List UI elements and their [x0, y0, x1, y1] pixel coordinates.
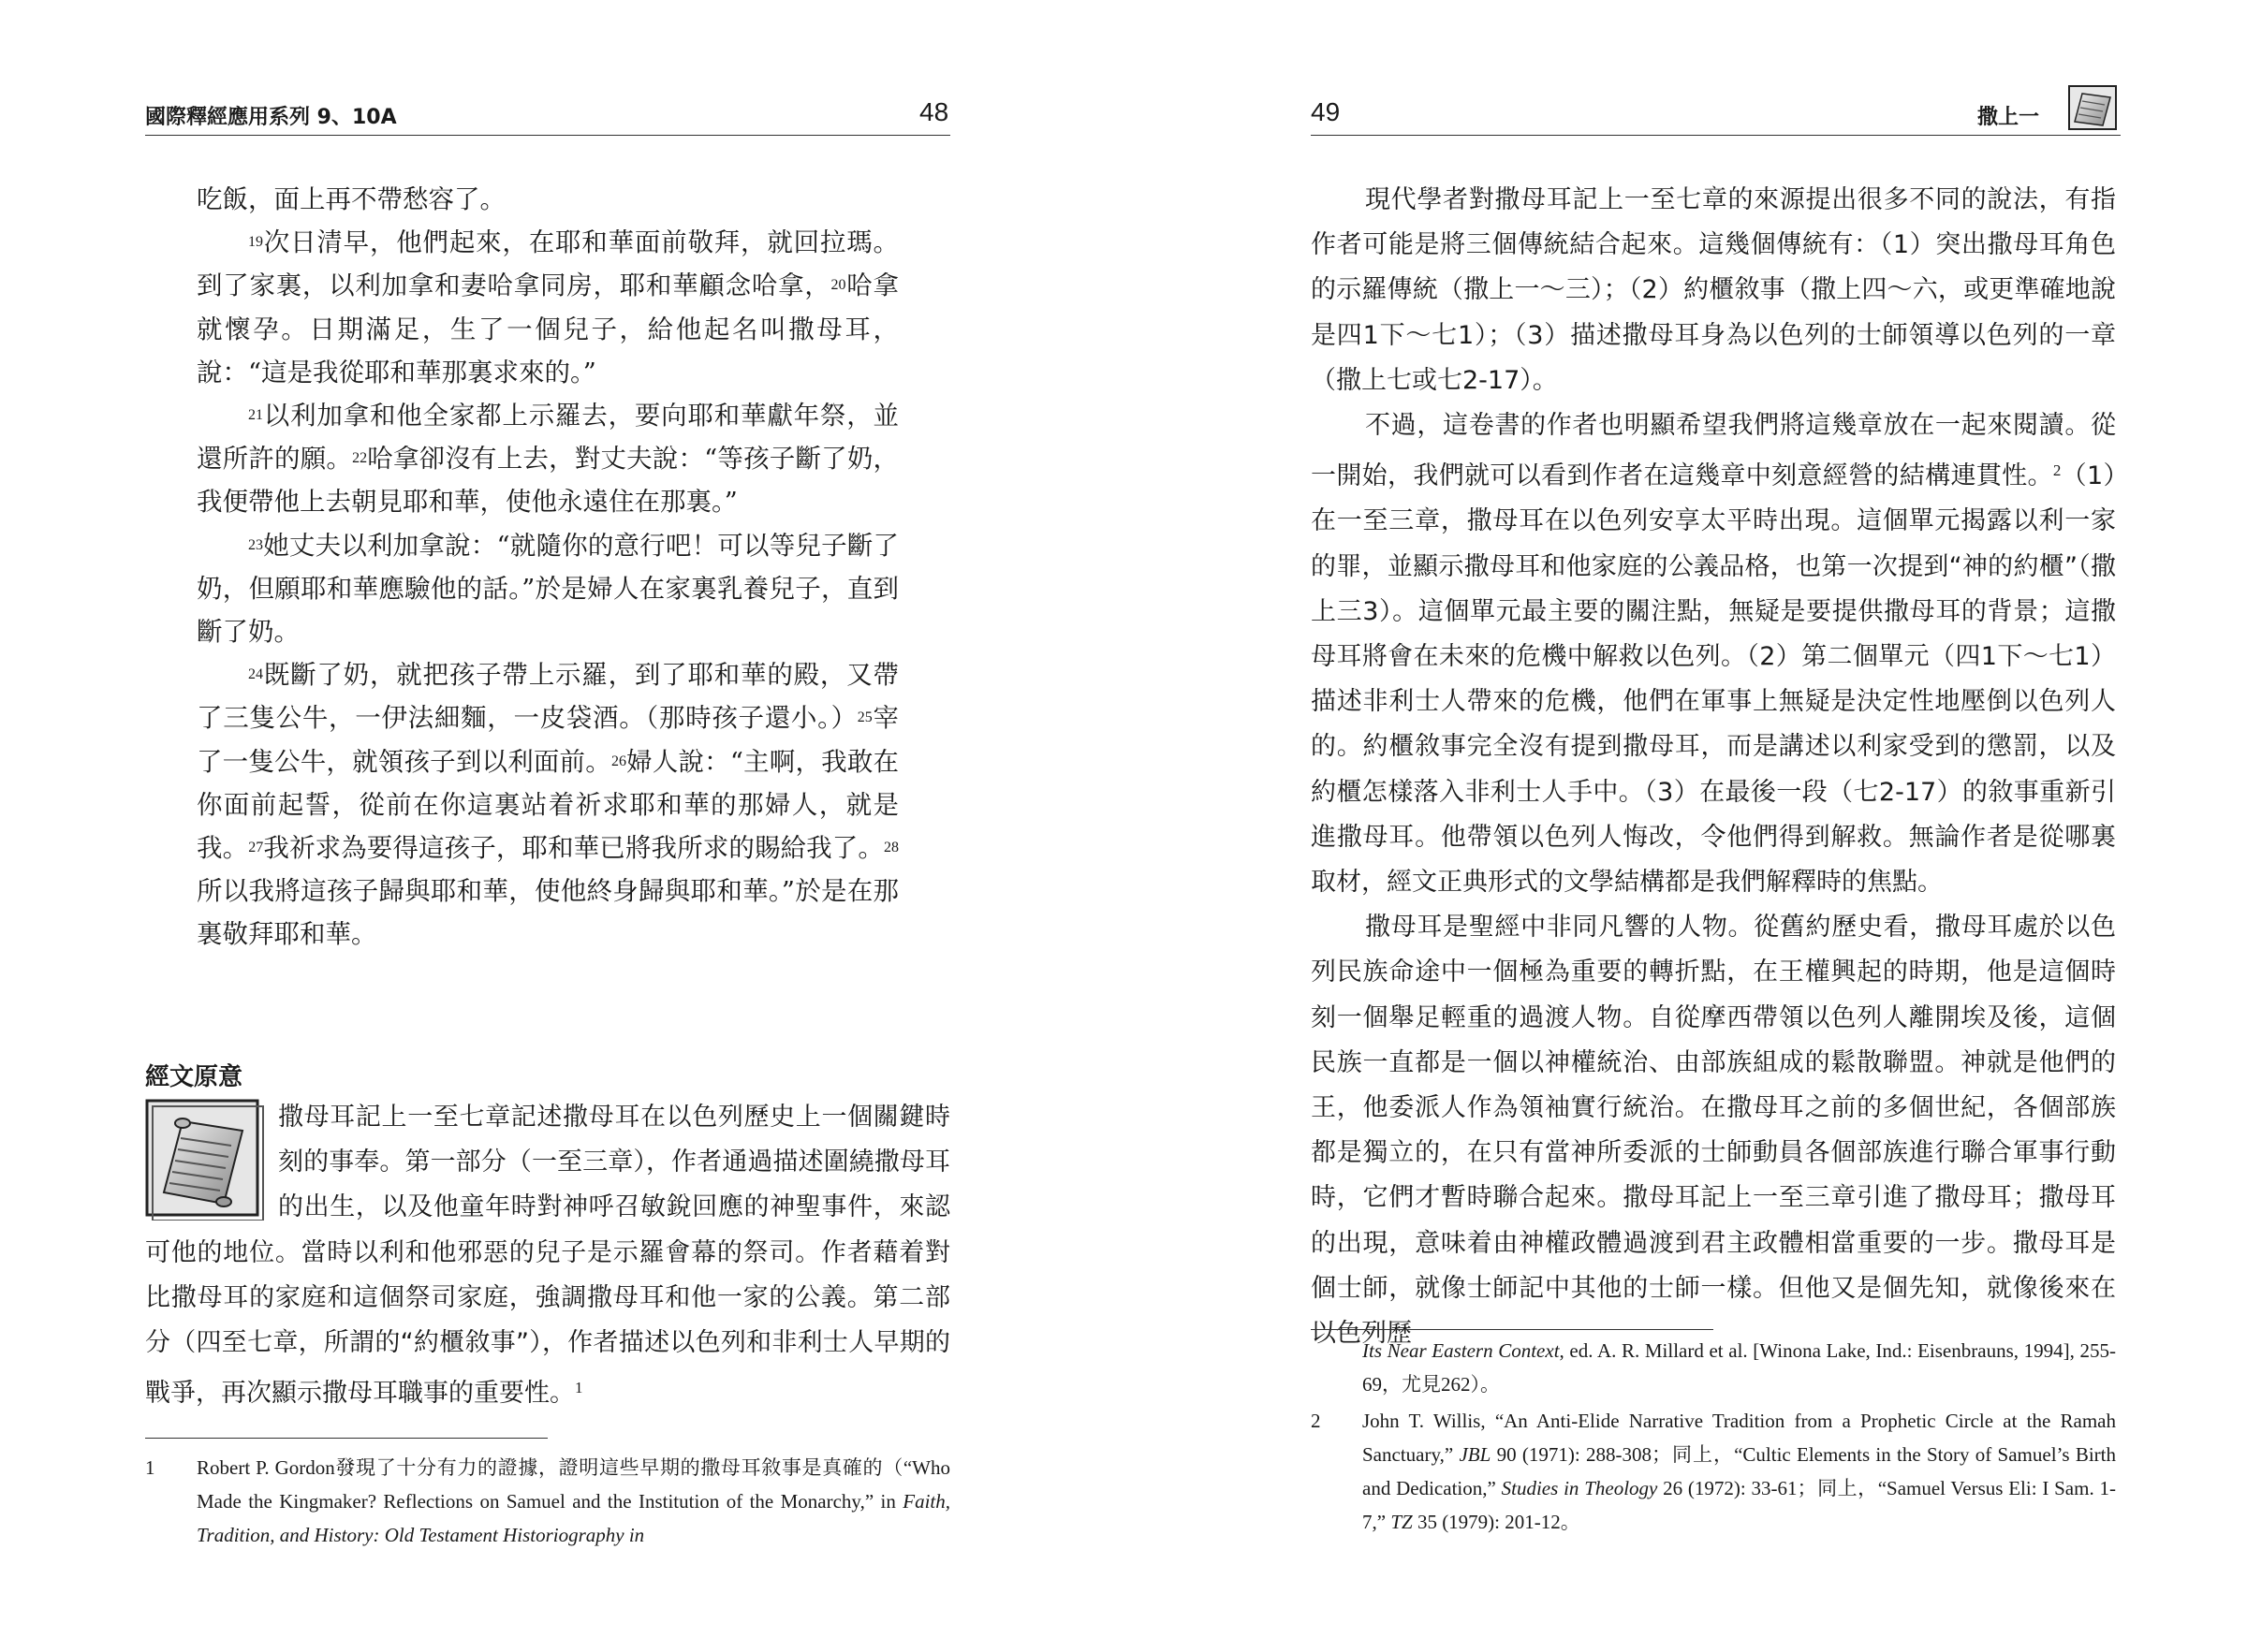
original-meaning-text: 撒母耳記上一至七章記述撒母耳在以色列歷史上一個關鍵時刻的事奉。第一部分（一至三章），作者通過描述圍繞撒母耳的出生，以及他童年時對神呼召敏銳回應的神聖事件，來認可他的地位。當時以利和他邪惡的兒子是示羅會幕的祭司。作者藉着對比撒母耳的家庭和這個祭司家庭，強調撒母耳和他一家的公義。第二部分（四至七章，所謂的“約櫃敘事”），作者描述以色列和非利士人早期的戰爭，再次顯示撒母耳職事的重要性。 — [145, 1103, 950, 1409]
footnote-italic: Its Near Eastern Context — [1362, 1339, 1560, 1362]
header-rule — [145, 135, 950, 136]
verse-number: 23 — [248, 536, 263, 553]
footnote — [145, 1451, 950, 1552]
verse-text: 吃飯，面上再不帶愁容了。 — [197, 184, 506, 214]
footnote-rule — [145, 1438, 548, 1439]
scroll-icon — [145, 1099, 265, 1221]
verse-text: 婦人說：“主啊，我敢在你面前起誓，從前在你這裏站着祈求耶和華的那婦人，就是我。 — [197, 746, 900, 864]
commentary-paragraph — [1311, 905, 2116, 1356]
footnote-continued — [1311, 1334, 2116, 1401]
page-number: 48 — [919, 97, 949, 126]
footnote-text: John T. Willis, “An Anti-Elide Narrative Tradition from a Prophetic Circle at the Ramah Sanctuary,” — [1362, 1410, 2116, 1466]
footnote-text: , ed. A. R. Millard et al. [Winona Lake, Ind.: Eisenbrauns, 1994], 255-69，尤見262）。 — [1362, 1339, 2116, 1396]
paragraph-text: （1）在一至三章，撒母耳在以色列安享太平時出現。這個單元揭露以利一家的罪，並顯示撒母耳和他家庭的公義品格，也第一次提到“神的約櫃”（撒上三3）。這個單元最主要的關注點，無疑是要提供撒母耳的背景；這撒母耳將會在未來的危機中解救以色列。（2）第二個單元（四1下～七1）描述非利士人帶來的危機，他們在軍事上無疑是決定性地壓倒以色列人的。約櫃敘事完全沒有提到撒母耳，而是講述以利家受到的懲罰，以及約櫃怎樣落入非利士人手中。（3）在最後一段（七2-17）的敘事重新引進撒母耳。他帶領以色列人悔改，令他們得到解救。無論作者是從哪裏取材，經文正典形式的文學結構都是我們解釋時的焦點。 — [1311, 461, 2117, 898]
footnote-italic: Faith, Tradition, and History: Old Testament Historiography in — [197, 1490, 950, 1546]
running-head: 撒上一 — [1977, 106, 2040, 129]
scripture-paragraph — [197, 653, 899, 956]
page-number: 49 — [1311, 97, 1341, 126]
verse-number: 28 — [884, 840, 900, 856]
paragraph-text: 撒母耳是聖經中非同凡響的人物。從舊約歷史看，撒母耳處於以色列民族命途中一個極為重要的轉折點，在王權興起的時期，他是這個時刻一個舉足輕重的過渡人物。自從摩西帶領以色列人離開埃及後，這個民族一直都是一個以神權統治、由部族組成的鬆散聯盟。神就是他們的王，他委派人作為領袖實行統治。在撒母耳之前的多個世紀，各個部族都是獨立的，在只有當神所委派的士師動員各個部族進行聯合軍事行動時，它們才暫時聯合起來。撒母耳記上一至三章引進了撒母耳；撒母耳的出現，意味着由神權政體過渡到君主政體相當重要的一步。撒母耳是個士師，就像士師記中其他的士師一樣。但他又是個先知，就像後來在以色列歷 — [1311, 913, 2116, 1349]
footnote-italic: TZ — [1390, 1511, 1413, 1533]
footnote-italic: JBL — [1459, 1443, 1491, 1466]
section-title: 經文原意 — [145, 1063, 243, 1091]
verse-text: 哈拿就懷孕。日期滿足，生了一個兒子，給他起名叫撒母耳，說：“這是我從耶和華那裏求來的。” — [197, 270, 900, 387]
paragraph-text: 不過，這卷書的作者也明顯希望我們將這幾章放在一起來閱讀。從一開始，我們就可以看到作者在這幾章中刻意經營的結構連貫性。 — [1311, 411, 2116, 491]
verse-text: 既斷了奶，就把孩子帶上示羅，到了耶和華的殿，又帶了三隻公牛，一伊法細麵，一皮袋酒。（那時孩子還小。） — [197, 660, 899, 734]
commentary-paragraph — [1311, 403, 2116, 905]
paragraph-text: 現代學者對撒母耳記上一至七章的來源提出很多不同的說法，有指作者可能是將三個傳統結合起來。這幾個傳統有：（1）突出撒母耳角色的示羅傳統（撒上一～三）；（2）約櫃敘事（撒上四～六，或更準確地說是四1下～七1）；（3）描述撒母耳身為以色列的士師領導以色列的一章（撒上七或七2-17）。 — [1311, 185, 2116, 395]
footnote-text: 26 (1972): 33-61；同上，“Samuel Versus Eli: I Sam. 1-7,” — [1362, 1477, 2116, 1533]
header-rule — [1311, 135, 2121, 136]
original-meaning-paragraph — [145, 1095, 950, 1416]
commentary-body — [1311, 178, 2116, 1356]
scroll-icon — [2067, 84, 2120, 133]
footnote-text: 90 (1971): 288-308；同上，“Cultic Elements in the Story of Samuel’s Birth and Dedication,” — [1362, 1443, 2116, 1499]
footnote-text: 35 (1979): 201-12。 — [1412, 1511, 1580, 1533]
footnote-rule — [1311, 1329, 1713, 1330]
verse-number: 22 — [352, 450, 368, 467]
commentary-paragraph — [1311, 178, 2116, 403]
verse-number: 27 — [248, 840, 264, 856]
verse-text: 哈拿卻沒有上去，對丈夫說：“等孩子斷了奶，我便帶他上去朝見耶和華，使他永遠住在那裏。” — [197, 444, 900, 518]
verse-number: 24 — [248, 666, 263, 683]
scripture-paragraph — [197, 524, 899, 654]
scripture-paragraph — [197, 394, 899, 524]
verse-text: 她丈夫以利加拿說：“就隨你的意行吧！可以等兒子斷了奶，但願耶和華應驗他的話。”於是婦人在家裏乳養兒子，直到斷了奶。 — [197, 530, 899, 648]
verse-number: 19 — [248, 234, 263, 251]
running-head: 國際釋經應用系列 9、10A — [145, 106, 397, 129]
verse-number: 21 — [248, 407, 263, 424]
verse-number: 20 — [830, 277, 846, 294]
footnote-number: 1 — [145, 1456, 155, 1479]
footnote-number: 2 — [1311, 1410, 1321, 1432]
verse-number: 25 — [857, 709, 873, 726]
footnote-ref: 2 — [2052, 461, 2062, 480]
verse-number: 26 — [610, 753, 626, 769]
scripture-passage — [197, 178, 899, 957]
footnote-italic: Studies in Theology — [1501, 1477, 1658, 1499]
footnote — [1311, 1404, 2116, 1539]
verse-text: 宰了一隻公牛，就領孩子到以利面前。 — [197, 703, 900, 777]
footnote-text: Robert P. Gordon發現了十分有力的證據，證明這些早期的撒母耳敘事是真確的（“Who Made the Kingmaker? Reflections on Samuel and the Institution of the Monarchy,” in — [197, 1456, 950, 1513]
verse-text: 以利加拿和他全家都上示羅去，要向耶和華獻年祭，並還所許的願。 — [197, 401, 899, 475]
footnote-ref: 1 — [575, 1379, 583, 1397]
verse-text: 次日清早，他們起來，在耶和華面前敬拜，就回拉瑪。到了家裏，以利加拿和妻哈拿同房，耶和華顧念哈拿， — [197, 227, 899, 301]
scripture-paragraph — [197, 178, 899, 221]
verse-text: 所以我將這孩子歸與耶和華，使他終身歸與耶和華。”於是在那裏敬拜耶和華。 — [197, 876, 899, 950]
scripture-paragraph — [197, 221, 899, 394]
verse-text: 我祈求為要得這孩子，耶和華已將我所求的賜給我了。 — [263, 833, 885, 864]
